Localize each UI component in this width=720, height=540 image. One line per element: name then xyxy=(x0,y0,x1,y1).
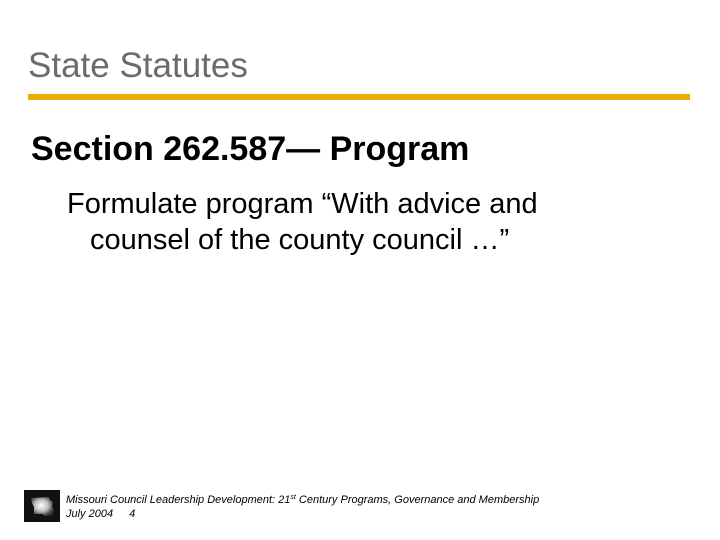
footer-program-line xyxy=(66,491,539,507)
footer-date: July 2004 xyxy=(66,508,114,520)
missouri-state-map-icon xyxy=(24,490,60,522)
page-number: 4 xyxy=(129,508,136,520)
footer xyxy=(66,491,539,521)
footer-superscript: st xyxy=(290,494,296,501)
slide-title: State Statutes xyxy=(28,46,248,85)
footer-text-continued: Century Programs, Governance and Membership xyxy=(295,494,540,506)
body-line: counsel of the county council …” xyxy=(90,224,510,256)
body-text xyxy=(67,186,707,258)
footer-date-line xyxy=(66,507,539,521)
title-divider xyxy=(28,94,690,100)
footer-text: Missouri Council Leadership Development: 21 xyxy=(66,494,291,506)
section-heading: Section 262.587— Program xyxy=(31,130,470,168)
body-line: Formulate program “With advice and xyxy=(67,188,538,220)
